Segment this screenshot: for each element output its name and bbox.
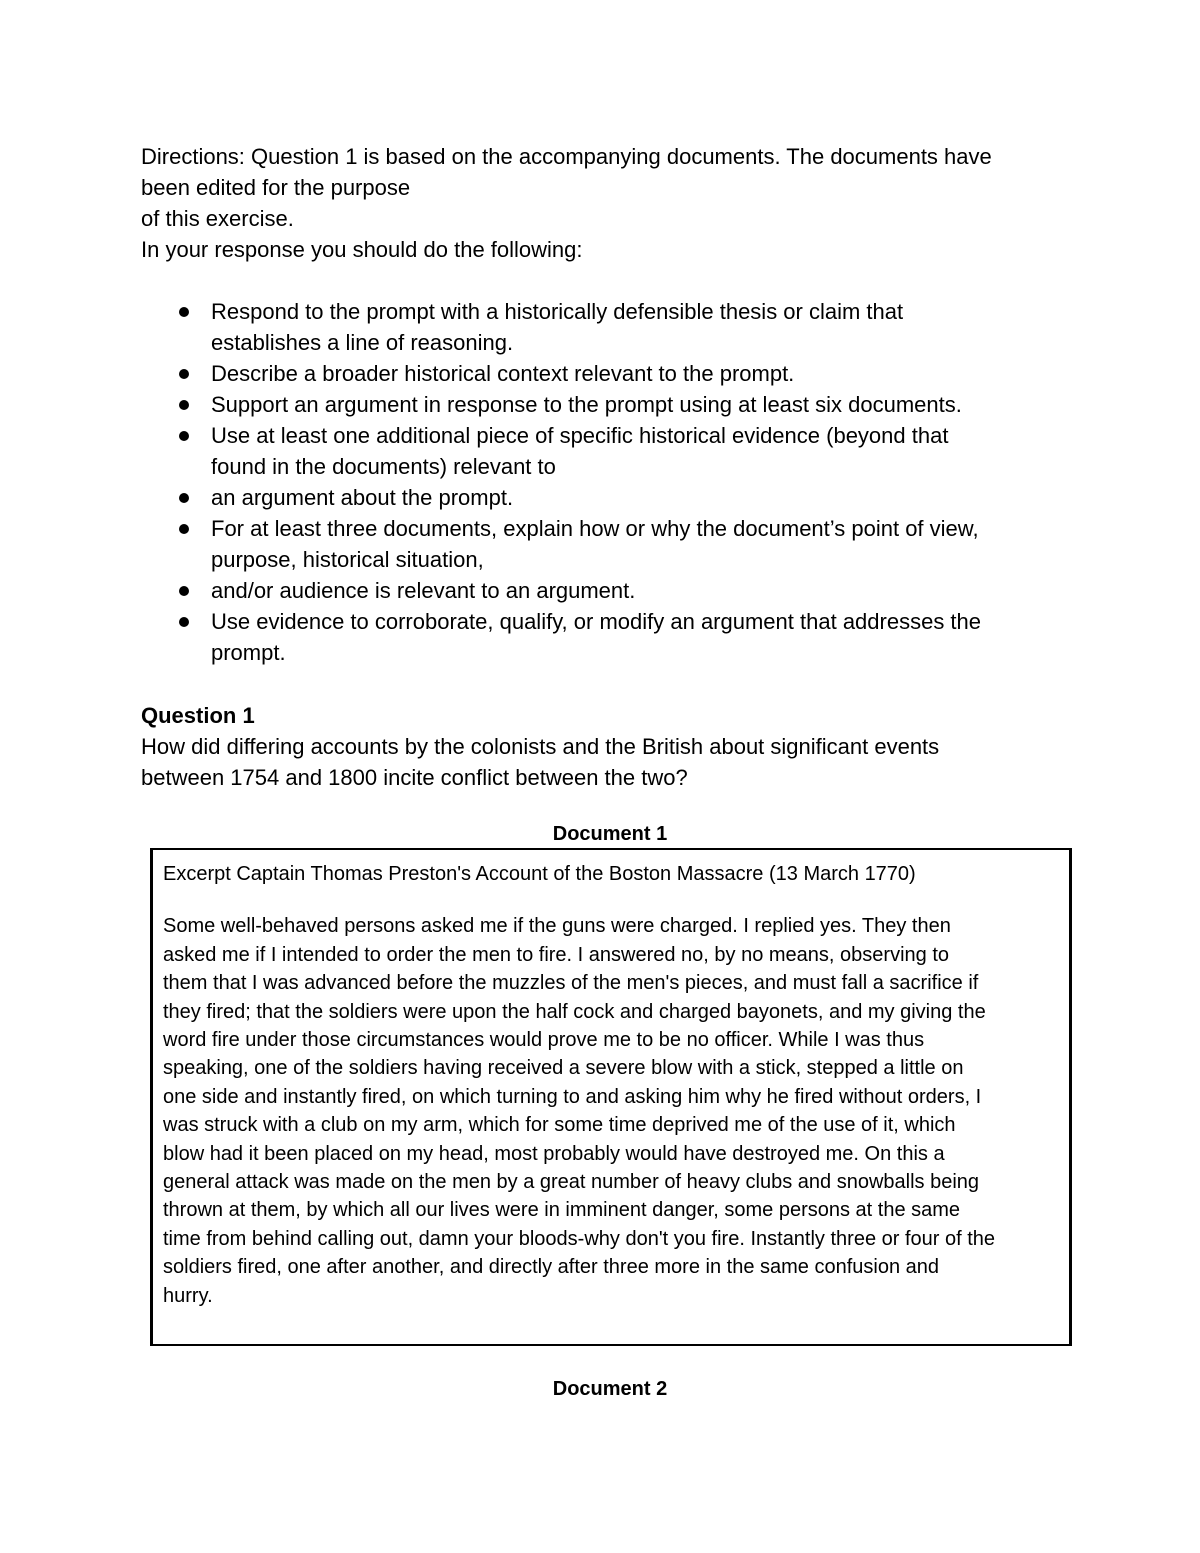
list-item-line: Describe a broader historical context relevant to the prompt. [211,361,795,386]
list-item-line: Use evidence to corroborate, qualify, or modify an argument that addresses the [211,609,982,634]
excerpt-line: thrown at them, by which all our lives were in imminent danger, some persons at the same [163,1199,961,1222]
list-item [141,575,1071,606]
document-source: Excerpt Captain Thomas Preston's Account of the Boston Massacre (13 March 1770) [163,863,916,885]
bullet-icon [179,431,189,441]
bullet-icon [179,524,189,534]
excerpt-line: word fire under those circumstances would prove me to be no officer. While I was thus [163,1029,925,1052]
list-item-line: and/or audience is relevant to an argument. [211,578,636,603]
list-item [141,606,1071,668]
excerpt-line: Some well-behaved persons asked me if the guns were charged. I replied yes. They then [163,915,951,938]
document-1-heading: Document 1 [552,823,668,845]
excerpt-line: one side and instantly fired, on which turning to and asking him why he fired without orders, I [163,1085,982,1108]
directions-line: In your response you should do the following: [141,237,583,262]
excerpt-line: soldiers fired, one after another, and directly after three more in the same confusion and [163,1256,939,1279]
bullet-icon [179,307,189,317]
list-item-line: purpose, historical situation, [211,547,484,572]
list-item-line: For at least three documents, explain how or why the document’s point of view, [211,516,979,541]
question-line: How did differing accounts by the colonists and the British about significant events [141,734,940,759]
list-item-line: an argument about the prompt. [211,485,514,510]
list-item-line: Respond to the prompt with a historically defensible thesis or claim that [211,299,904,324]
excerpt-line: time from behind calling out, damn your bloods-why don't you fire. Instantly three or four of the [163,1227,996,1250]
instructions-list [141,296,1071,668]
bullet-icon [179,493,189,503]
excerpt-line: they fired; that the soldiers were upon the half cock and charged bayonets, and my giving the [163,1000,986,1023]
list-item [141,420,1071,482]
bullet-icon [179,586,189,596]
question-line: between 1754 and 1800 incite conflict between the two? [141,765,688,790]
excerpt-line: hurry. [163,1284,213,1307]
document-1-box [150,848,1072,1346]
bullet-icon [179,617,189,627]
directions-line: Directions: Question 1 is based on the accompanying documents. The documents have [141,144,992,169]
excerpt-line: them that I was advanced before the muzzles of the men's pieces, and must fall a sacrifice if [163,972,979,995]
bullet-icon [179,400,189,410]
question-heading: Question 1 [141,703,255,728]
list-item-line: Support an argument in response to the prompt using at least six documents. [211,392,962,417]
excerpt-line: general attack was made on the men by a great number of heavy clubs and snowballs being [163,1171,980,1194]
list-item [141,358,1071,389]
document-excerpt [163,912,1063,1310]
list-item [141,482,1071,513]
list-item-line: found in the documents) relevant to [211,454,556,479]
excerpt-line: asked me if I intended to order the men to fire. I answered no, by no means, observing to [163,943,949,966]
bullet-icon [179,369,189,379]
directions-block [141,141,1071,265]
list-item [141,513,1071,575]
list-item-line: prompt. [211,640,286,665]
directions-line: of this exercise. [141,206,294,231]
question-prompt [141,731,1041,793]
list-item [141,389,1071,420]
excerpt-line: blow had it been placed on my head, most probably would have destroyed me. On this a [163,1142,945,1165]
document-2-heading: Document 2 [552,1378,668,1400]
excerpt-line: speaking, one of the soldiers having received a severe blow with a stick, stepped a little on [163,1057,964,1080]
list-item-line: Use at least one additional piece of specific historical evidence (beyond that [211,423,949,448]
directions-line: been edited for the purpose [141,175,411,200]
excerpt-line: was struck with a club on my arm, which for some time deprived me of the use of it, which [163,1114,956,1137]
list-item-line: establishes a line of reasoning. [211,330,514,355]
list-item [141,296,1071,358]
